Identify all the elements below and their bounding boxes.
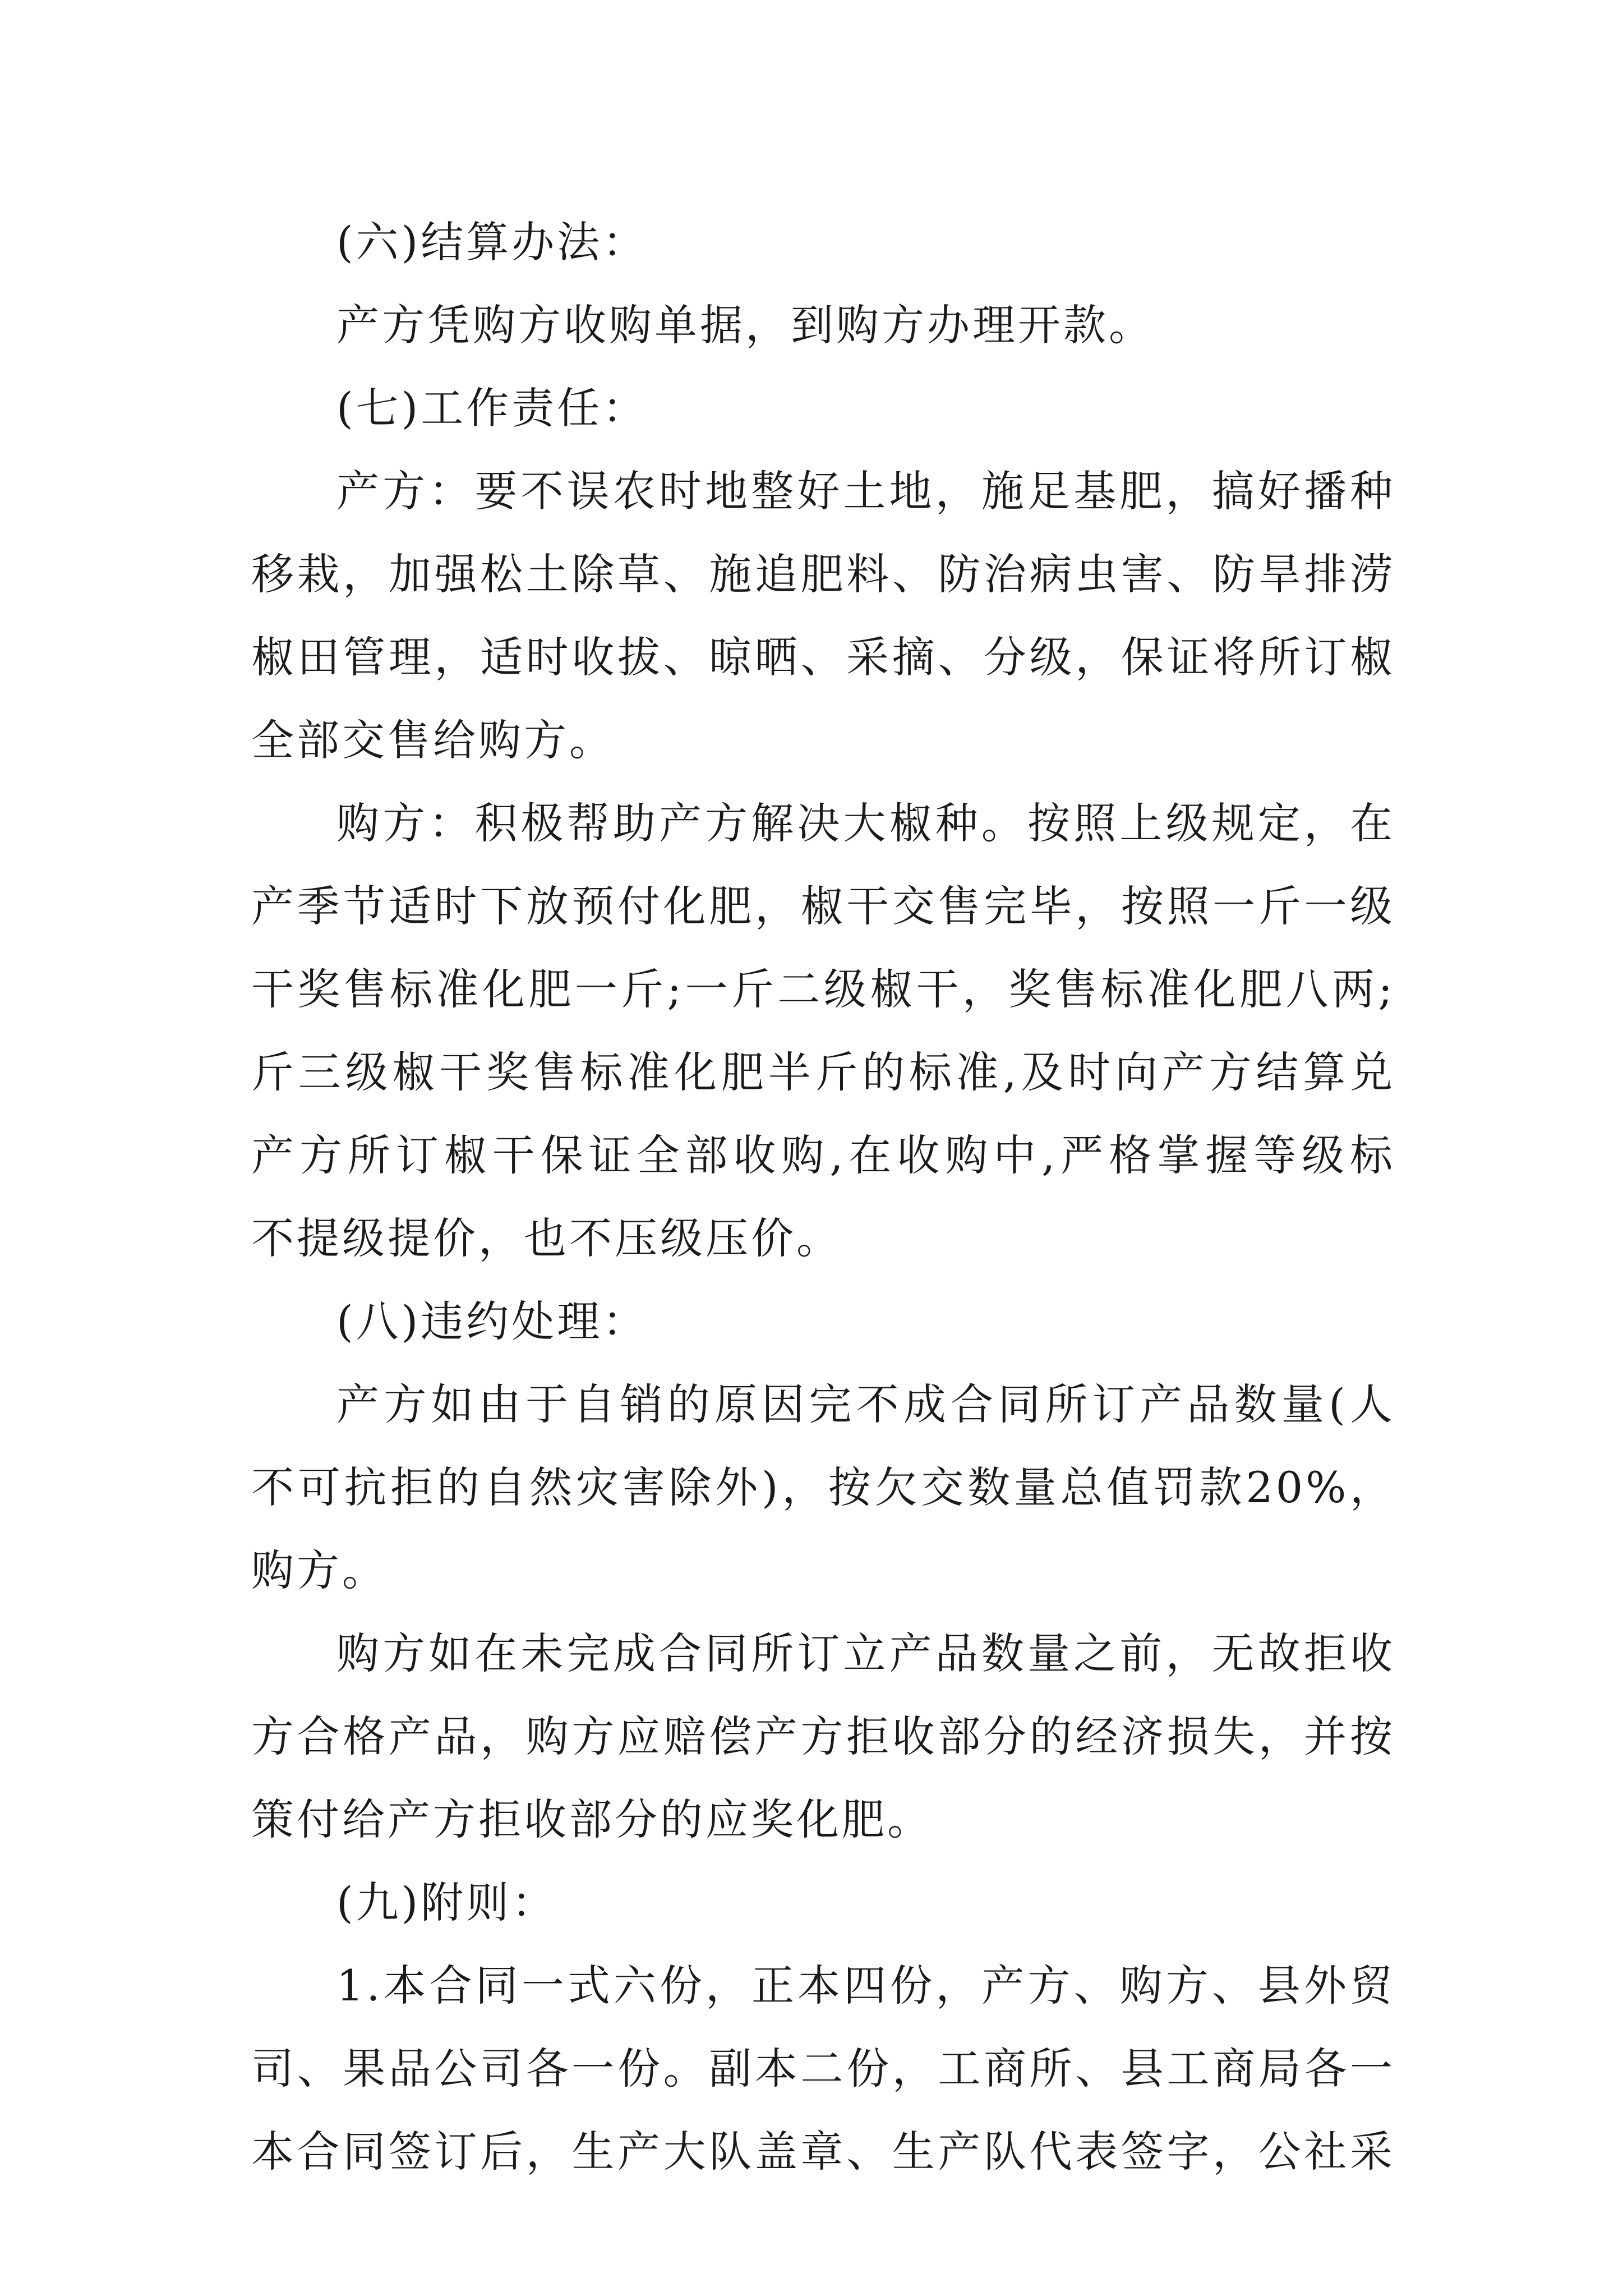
paragraph-line: 产季节适时下放预付化肥，椒干交售完毕，按照一斤一级 — [251, 881, 1395, 931]
paragraph-line: 移栽，加强松土除草、施追肥料、防治病虫害、防旱排涝 — [251, 549, 1395, 599]
paragraph-line: 全部交售给购方。 — [251, 715, 615, 765]
paragraph-line: 产方所订椒干保证全部收购,在收购中,严格掌握等级标 — [251, 1130, 1395, 1180]
paragraph-line: 1.本合同一式六份，正本四份，产方、购方、县外贸 — [336, 1961, 1395, 2010]
section-heading-supplementary: (九)附则： — [336, 1878, 557, 1927]
paragraph-line: 产方：要不误农时地整好土地，施足基肥，搞好播种 — [336, 466, 1395, 516]
section-heading-settlement: (六)结算办法： — [336, 217, 648, 267]
paragraph-line: 干奖售标准化肥一斤;一斤二级椒干，奖售标准化肥八两; — [251, 964, 1395, 1014]
paragraph-line: 购方。 — [251, 1545, 388, 1595]
paragraph-line: 产方如由于自销的原因完不成合同所订产品数量(人 — [336, 1379, 1395, 1429]
paragraph-line: 不提级提价，也不压级压价。 — [251, 1213, 842, 1263]
paragraph-line: 椒田管理，适时收拔、晾晒、采摘、分级，保证将所订椒 — [251, 632, 1395, 682]
paragraph-line: 不可抗拒的自然灾害除外)，按欠交数量总值罚款20%， — [251, 1462, 1395, 1512]
section-heading-responsibilities: (七)工作责任： — [336, 383, 648, 433]
paragraph-line: 司、果品公司各一份。副本二份，工商所、县工商局各一 — [251, 2044, 1395, 2093]
section-heading-breach: (八)违约处理： — [336, 1296, 648, 1346]
paragraph-line: 斤三级椒干奖售标准化肥半斤的标准,及时向产方结算兑 — [251, 1047, 1395, 1097]
paragraph-line: 策付给产方拒收部分的应奖化肥。 — [251, 1795, 933, 1844]
paragraph-line: 方合格产品，购方应赔偿产方拒收部分的经济损失，并按 — [251, 1711, 1395, 1761]
paragraph-line: 本合同签订后，生产大队盖章、生产队代表签字，公社采 — [251, 2127, 1395, 2177]
paragraph-line: 购方如在未完成合同所订立产品数量之前，无故拒收 — [336, 1628, 1395, 1678]
paragraph-line: 购方：积极帮助产方解决大椒种。按照上级规定，在 — [336, 798, 1395, 848]
paragraph-line: 产方凭购方收购单据，到购方办理开款。 — [336, 300, 1154, 350]
